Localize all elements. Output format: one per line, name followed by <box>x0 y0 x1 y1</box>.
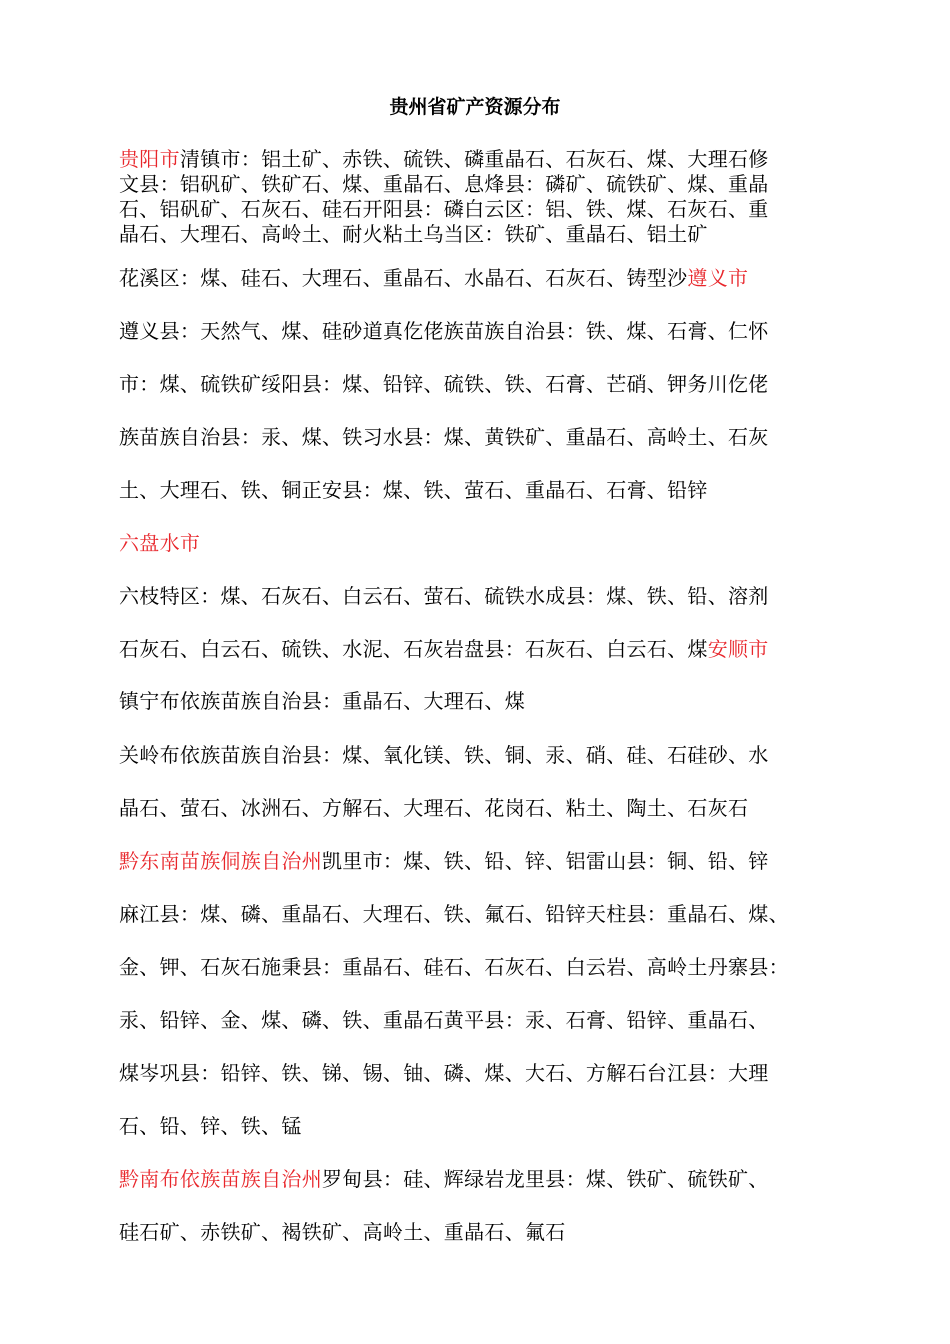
text-line <box>119 1220 839 1244</box>
mineral-text: 花溪区：煤、硅石、大理石、重晶石、水晶石、石灰石、铸型沙 <box>119 266 688 290</box>
mineral-text: 罗甸县：硅、辉绿岩龙里县：煤、铁矿、硫铁矿、 <box>322 1167 769 1191</box>
text-line <box>119 531 839 555</box>
mineral-text: 遵义县：天然气、煤、硅砂道真仡佬族苗族自治县：铁、煤、石膏、仁怀 <box>119 319 769 343</box>
mineral-text: 镇宁布依族苗族自治县：重晶石、大理石、煤 <box>119 689 525 713</box>
text-line <box>119 1008 839 1032</box>
text-line <box>119 197 839 221</box>
text-line <box>119 955 839 979</box>
mineral-text: 土、大理石、铁、铜正安县：煤、铁、萤石、重晶石、石膏、铅锌 <box>119 478 708 502</box>
text-line <box>119 849 839 873</box>
text-line <box>119 1061 839 1085</box>
mineral-text: 六枝特区：煤、石灰石、白云石、萤石、硫铁水成县：煤、铁、铅、溶剂 <box>119 584 769 608</box>
text-line <box>119 743 839 767</box>
region-heading: 六盘水市 <box>119 531 201 555</box>
text-line <box>119 147 839 171</box>
text-line <box>119 902 839 926</box>
mineral-text: 市：煤、硫铁矿绥阳县：煤、铅锌、硫铁、铁、石膏、芒硝、钾务川仡佬 <box>119 372 769 396</box>
text-line <box>119 425 839 449</box>
mineral-text: 文县：铝矾矿、铁矿石、煤、重晶石、息烽县：磷矿、硫铁矿、煤、重晶 <box>119 172 769 196</box>
mineral-text: 关岭布依族苗族自治县：煤、氧化镁、铁、铜、汞、硝、硅、石硅砂、水 <box>119 743 769 767</box>
mineral-text: 晶石、大理石、高岭土、耐火粘土乌当区：铁矿、重晶石、铝土矿 <box>119 222 708 246</box>
mineral-text: 硅石矿、赤铁矿、褐铁矿、高岭土、重晶石、氟石 <box>119 1220 566 1244</box>
mineral-text: 石、铝矾矿、石灰石、硅石开阳县：磷白云区：铝、铁、煤、石灰石、重 <box>119 197 769 221</box>
mineral-text: 汞、铅锌、金、煤、磷、铁、重晶石黄平县：汞、石膏、铅锌、重晶石、 <box>119 1008 769 1032</box>
text-line <box>119 1167 839 1191</box>
mineral-text: 石灰石、白云石、硫铁、水泥、石灰岩盘县：石灰石、白云石、煤 <box>119 637 708 661</box>
mineral-text: 金、钾、石灰石施秉县：重晶石、硅石、石灰石、白云岩、高岭土丹寨县： <box>119 955 789 979</box>
region-heading: 遵义市 <box>687 266 749 290</box>
region-heading: 贵阳市 <box>119 147 180 171</box>
text-line <box>119 637 839 661</box>
mineral-text: 煤岑巩县：铅锌、铁、锑、锡、铀、磷、煤、大石、方解石台江县：大理 <box>119 1061 769 1085</box>
region-heading: 黔东南苗族侗族自治州 <box>119 849 322 873</box>
text-line <box>119 584 839 608</box>
region-heading: 黔南布依族苗族自治州 <box>119 1167 322 1191</box>
text-line <box>119 372 839 396</box>
region-heading: 安顺市 <box>707 637 769 661</box>
mineral-text: 石、铅、锌、铁、锰 <box>119 1114 302 1138</box>
text-line <box>119 689 839 713</box>
text-line <box>119 796 839 820</box>
text-line <box>119 478 839 502</box>
document-title: 贵州省矿产资源分布 <box>389 96 561 118</box>
mineral-text: 凯里市：煤、铁、铅、锌、铝雷山县：铜、铅、锌 <box>322 849 769 873</box>
mineral-text: 族苗族自治县：汞、煤、铁习水县：煤、黄铁矿、重晶石、高岭土、石灰 <box>119 425 769 449</box>
text-line <box>119 1114 839 1138</box>
text-line <box>119 222 839 246</box>
mineral-text: 晶石、萤石、冰洲石、方解石、大理石、花岗石、粘土、陶土、石灰石 <box>119 796 749 820</box>
text-line <box>119 319 839 343</box>
text-line <box>119 172 839 196</box>
mineral-text: 清镇市：铝土矿、赤铁、硫铁、磷重晶石、石灰石、煤、大理石修 <box>179 147 769 171</box>
mineral-text: 麻江县：煤、磷、重晶石、大理石、铁、氟石、铅锌天柱县：重晶石、煤、 <box>119 902 789 926</box>
text-line <box>119 266 839 290</box>
